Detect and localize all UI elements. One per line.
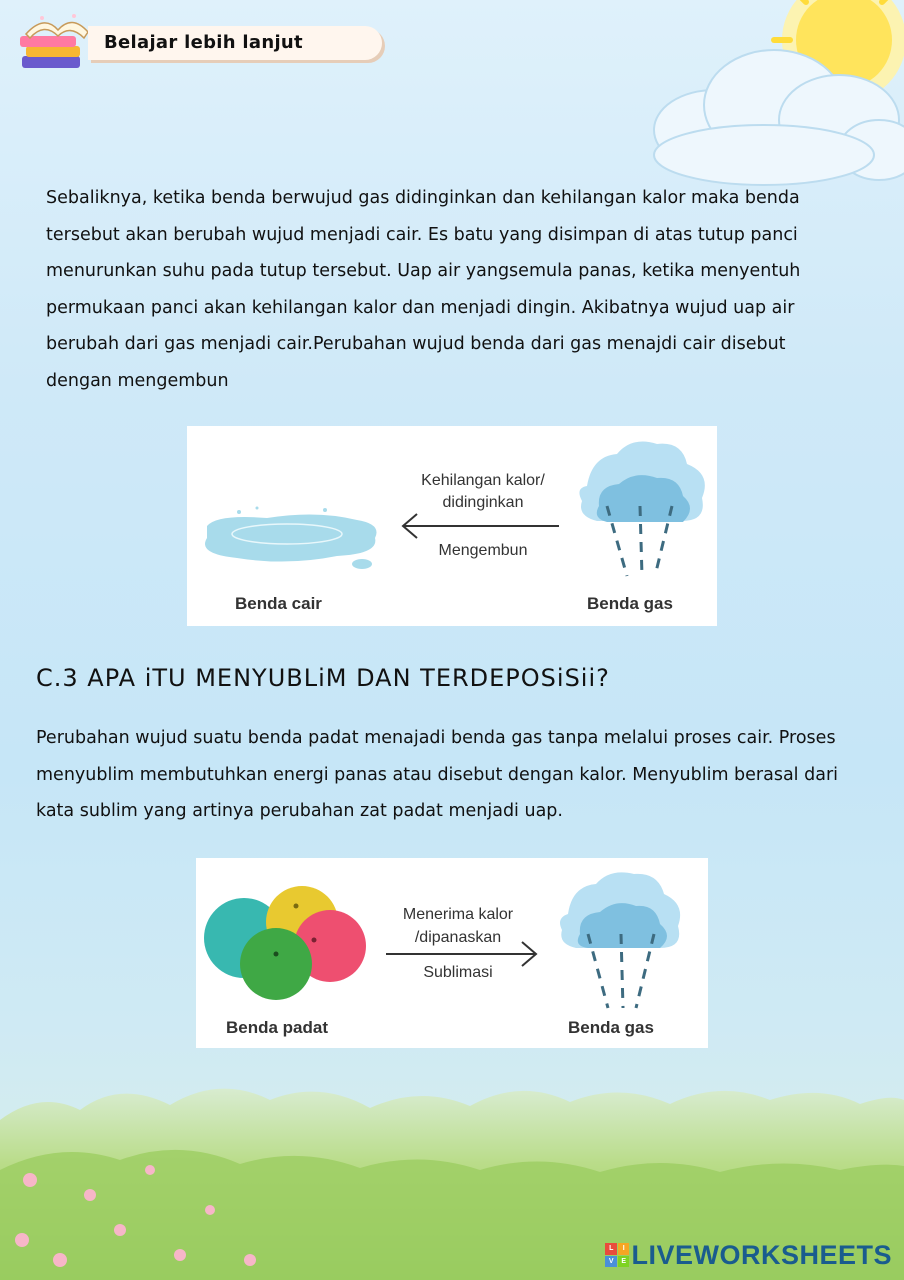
paragraph-sublimation: Perubahan wujud suatu benda padat menajadi benda gas tanpa melalui proses cair. Proses menyublim membutuhkan energi panas atau disebut dengan kalor. Menyublim berasal dari kata sublim yang artinya perubahan zat padat menjadi uap. <box>36 728 839 821</box>
liquid-puddle-icon <box>205 507 377 570</box>
sublimation-arrow-top-line1: Menerima kalor <box>402 906 514 923</box>
liquid-label: Benda cair <box>235 594 322 613</box>
solid-label: Benda padat <box>226 1018 329 1037</box>
gas-cloud-icon <box>579 442 704 576</box>
section-title: C.3 APA iTU MENYUBLiM DAN TERDEPOSiSii? <box>36 664 610 692</box>
figure-condensation <box>187 426 717 626</box>
gas-label: Benda gas <box>568 1018 654 1037</box>
liveworksheets-text: LIVEWORKSHEETS <box>631 1239 892 1270</box>
liveworksheets-watermark <box>605 1240 892 1270</box>
sublimation-arrow-top-line2: /dipanaskan <box>414 929 502 946</box>
section-banner <box>88 26 382 60</box>
banner-title: Belajar lebih lanjut <box>104 32 303 53</box>
liveworksheets-logo-icon: L I V E <box>605 1243 629 1267</box>
solid-balls-icon <box>204 886 366 1000</box>
gas-label: Benda gas <box>587 594 673 613</box>
gas-cloud-icon <box>560 872 680 1008</box>
paragraph-condensation: Sebaliknya, ketika benda berwujud gas didinginkan dan kehilangan kalor maka benda tersebut akan berubah wujud menjadi cair. Es batu yang disimpan di atas tutup panci menurunkan suhu pada tutup tersebut. Uap air yangsemula panas, ketika menyentuh permukaan panci akan kehilangan kalor dan menjadi dingin. Akibatnya wujud uap air berubah dari gas menjadi cair.Perubahan wujud benda dari gas menajdi cair disebut dengan mengembun <box>46 188 801 391</box>
sun-cloud-illustration <box>594 0 904 200</box>
arrow-left-icon <box>403 514 559 538</box>
books-icon <box>14 10 96 76</box>
sublimation-process-label: Sublimasi <box>423 964 493 981</box>
condensation-arrow-top-line1: Kehilangan kalor/ <box>421 472 545 489</box>
condensation-arrow-top-line2: didinginkan <box>442 494 524 511</box>
condensation-process-label: Mengembun <box>438 542 528 559</box>
figure-sublimation <box>196 858 708 1048</box>
